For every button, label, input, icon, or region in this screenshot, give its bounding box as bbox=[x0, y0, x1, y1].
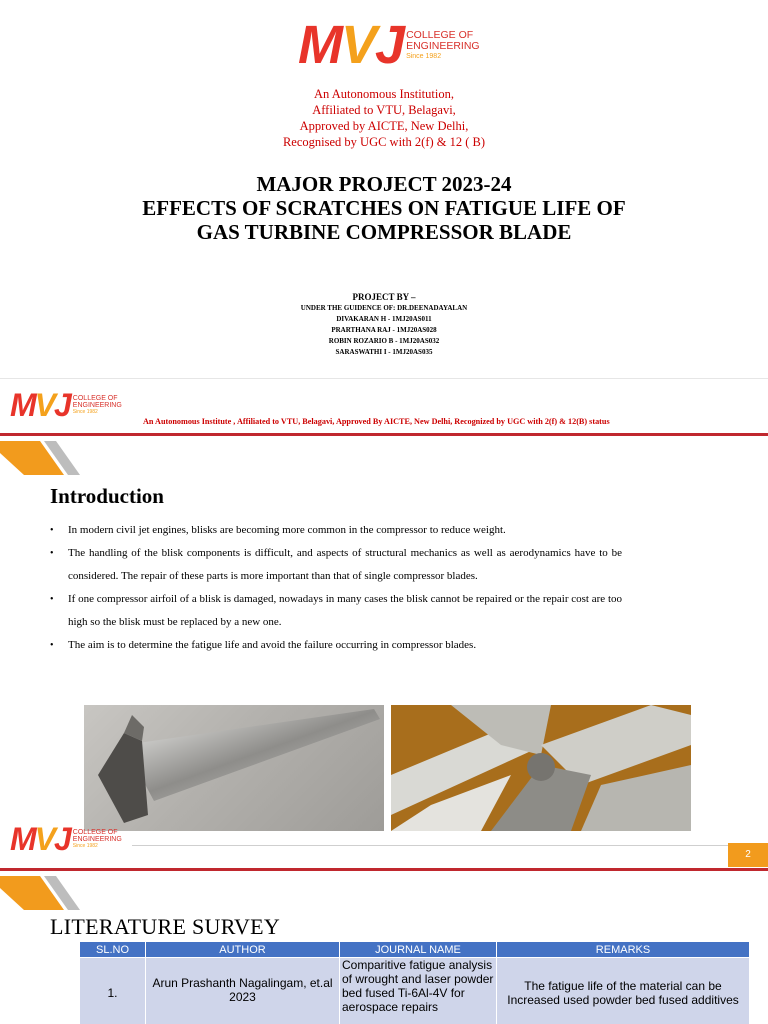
bullet-list bbox=[50, 519, 622, 657]
footer-divider bbox=[132, 845, 728, 846]
cell-journal: Comparitive fatigue analysis of wrought and laser powder bed fused Ti-6Al-4V for aerospace repairs bbox=[340, 958, 497, 1024]
project-credits: PROJECT BY – UNDER THE GUIDENCE OF: DR.DEENADAYALAN DIVAKARAN H - 1MJ20AS011 PRARTHANA RAJ - 1MJ20AS028 ROBIN ROZARIO B - 1MJ20AS032 SARASWATHI I - 1MJ20AS035 bbox=[300, 292, 468, 356]
column-header: REMARKS bbox=[497, 942, 750, 958]
introduction-slide bbox=[0, 378, 768, 868]
logo-text: COLLEGE OF ENGINEERING Since 1982 bbox=[406, 28, 480, 60]
section-title: Introduction bbox=[50, 484, 164, 508]
list-item: • If one compressor airfoil of a blisk is damaged, nowadays in many cases the blisk cannot be repaired or the repair cost are too high so the blisk must be replaced by a new one. bbox=[50, 588, 622, 634]
college-logo: MVJ COLLEGE OF ENGINEERING Since 1982 bbox=[10, 387, 122, 423]
column-header: AUTHOR bbox=[146, 942, 340, 958]
section-title: LITERATURE SURVEY bbox=[50, 914, 281, 939]
list-item: • In modern civil jet engines, blisks are becoming more common in the compressor to reduce weight. bbox=[50, 519, 622, 542]
title-slide bbox=[0, 0, 768, 378]
column-header: SL.NO bbox=[80, 942, 146, 958]
chevron-decoration-icon bbox=[0, 441, 80, 489]
logo-mark: MVJ bbox=[298, 15, 404, 75]
column-header: JOURNAL NAME bbox=[340, 942, 497, 958]
compressor-blade-photo bbox=[84, 705, 384, 831]
institution-banner: An Autonomous Institute , Affiliated to VTU, Belagavi, Approved By AICTE, New Delhi, Recognized by UGC with 2(f) & 12(B) status bbox=[143, 417, 610, 426]
literature-survey-slide bbox=[0, 868, 768, 1024]
table-row bbox=[80, 958, 750, 1024]
list-item: • The handling of the blisk components is difficult, and aspects of structural mechanics as well as aerodynamics have to be considered. The repair of these parts is more important than that of single compressor blades. bbox=[50, 542, 622, 588]
list-item: • The aim is to determine the fatigue life and avoid the failure occurring in compressor blades. bbox=[50, 634, 622, 657]
college-logo: MVJ COLLEGE OF ENGINEERING Since 1982 bbox=[10, 821, 122, 857]
cell-sl: 1. bbox=[80, 958, 146, 1024]
college-logo bbox=[298, 15, 480, 75]
cell-author: Arun Prashanth Nagalingam, et.al 2023 bbox=[146, 958, 340, 1024]
header-divider bbox=[0, 433, 768, 436]
project-title: MAJOR PROJECT 2023-24 EFFECTS OF SCRATCHES ON FATIGUE LIFE OF GAS TURBINE COMPRESSOR BLADE bbox=[142, 172, 626, 244]
affiliation-text: An Autonomous Institution, Affiliated to VTU, Belagavi, Approved by AICTE, New Delhi, Recognised by UGC with 2(f) & 12 ( B) bbox=[282, 87, 486, 149]
header-divider bbox=[0, 868, 768, 871]
literature-table bbox=[79, 941, 750, 1024]
page-number: 2 bbox=[728, 843, 768, 867]
cell-remarks: The fatigue life of the material can be Increased used powder bed fused additives bbox=[497, 958, 750, 1024]
table-header-row bbox=[80, 942, 750, 958]
blisk-photo bbox=[391, 705, 691, 831]
